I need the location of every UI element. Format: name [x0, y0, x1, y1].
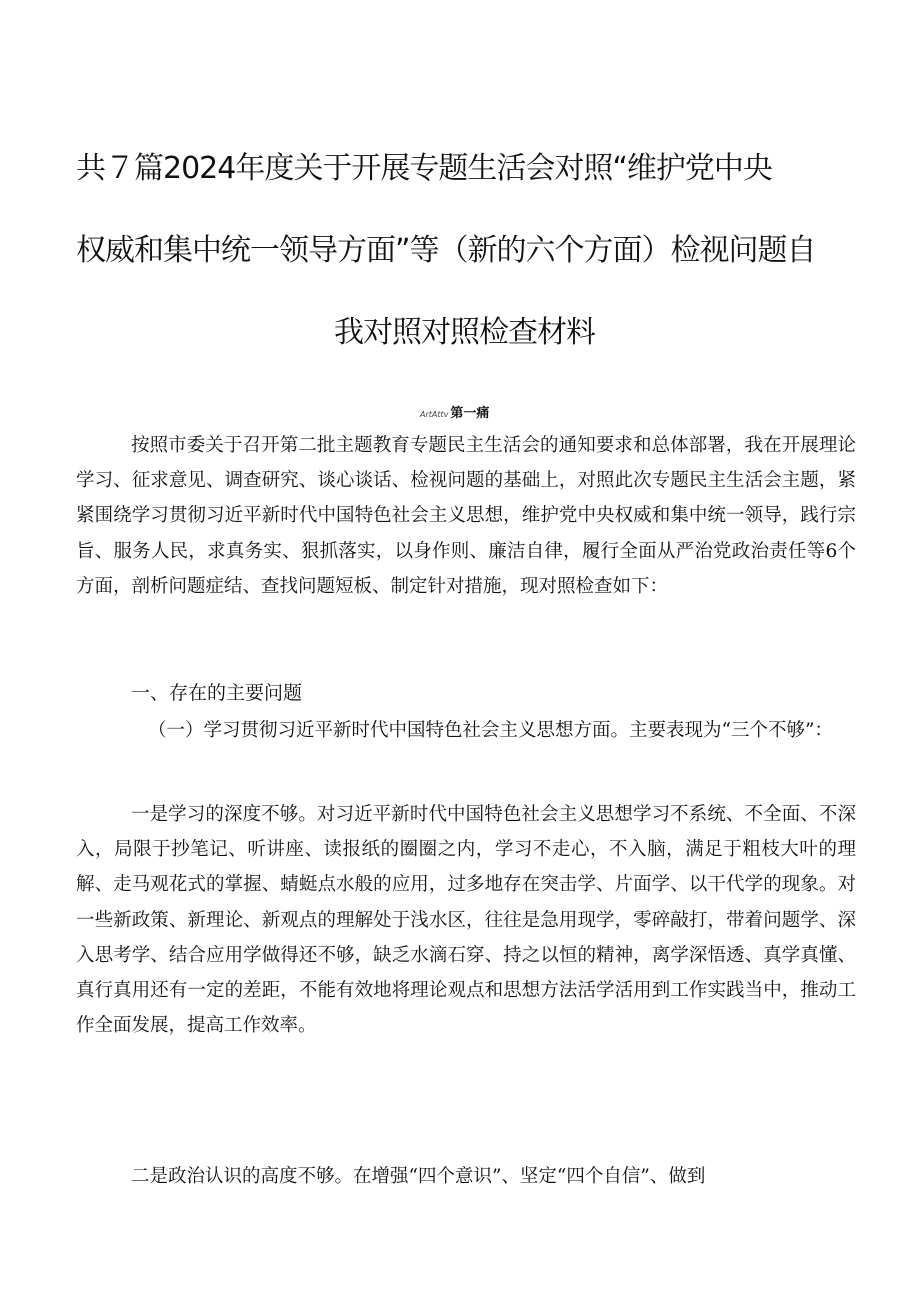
document-title-line-2: 权威和集中统一领导方面”等（新的六个方面）检视问题自: [76, 233, 816, 268]
document-title-line-3: 我对照对照检查材料: [334, 315, 595, 350]
point-2-paragraph: 二是政治认识的高度不够。在增强“四个意识”、坚定“四个自信”、做到: [131, 1166, 706, 1187]
article-label: [420, 402, 489, 421]
article-label-text: 第一痛: [450, 406, 490, 421]
section-heading-1: 一、存在的主要问题: [131, 682, 303, 704]
point-1-paragraph: 一是学习的深度不够。对习近平新时代中国特色社会主义思想学习不系统、不全面、不深入，局限于抄笔记、听讲座、读报纸的圈圈之内，学习不走心，不入脑，满足于粗枝大叶的理解、走马观花式的掌握、蜻蜓点水般的应用，过多地存在突击学、片面学、以干代学的现象。对一些新政策、新理论、新观点的理解处于浅水区，往往是急用现学，零碎敲打，带着问题学、深入思考学、结合应用学做得还不够，缺乏水滴石穿、持之以恒的精神，离学深悟透、真学真懂、真行真用还有一定的差距，不能有效地将理论观点和思想方法活学活用到工作实践当中，推动工作全面发展，提高工作效率。: [76, 804, 856, 1037]
subsection-1-paragraph: （一）学习贯彻习近平新时代中国特色社会主义思想方面。主要表现为“三个不够”：: [148, 720, 833, 741]
document-title-line-1: 共７篇2024年度关于开展专题生活会对照“维护党中央: [76, 151, 772, 186]
article-label-prefix: ArtAttv: [420, 410, 449, 419]
intro-paragraph: 按照市委关于召开第二批主题教育专题民主生活会的通知要求和总体部署，我在开展理论学习、征求意见、调查研究、谈心谈话、检视问题的基础上，对照此次专题民主生活会主题，紧紧围绕学习贯彻习近平新时代中国特色社会主义思想，维护党中央权威和集中统一领导，践行宗旨、服务人民，求真务实、狠抓落实，以身作则、廉洁自律，履行全面从严治党政治责任等6个方面，剖析问题症结、查找问题短板、制定针对措施，现对照检查如下：: [76, 435, 856, 597]
